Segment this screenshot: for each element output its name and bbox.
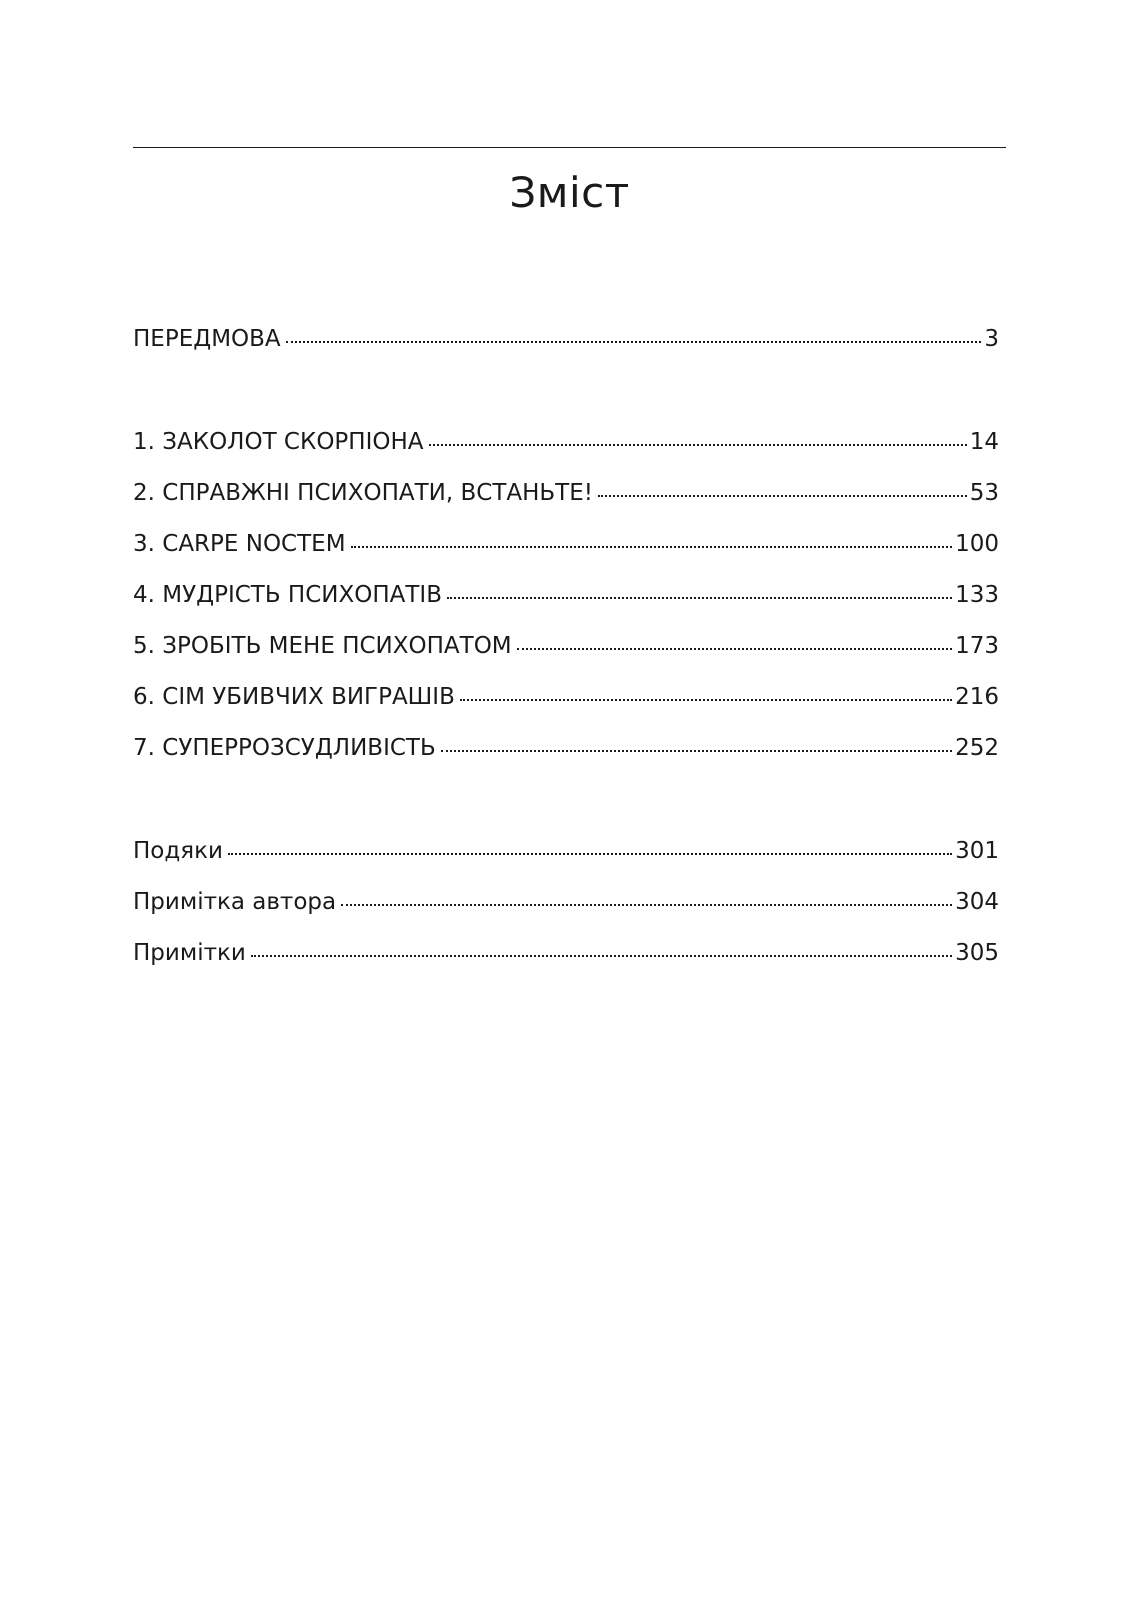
toc-entry-page: 133 [955,582,999,608]
toc-entry-chapter-3[interactable] [133,527,999,561]
toc-entry-acknowledgements[interactable] [133,834,999,868]
page-title: Зміст [509,168,630,217]
dot-leader [517,648,952,650]
toc-entry-chapter-4[interactable] [133,578,999,612]
dot-leader [286,341,982,343]
toc-entry-chapter-1[interactable] [133,425,999,459]
dot-leader [351,546,953,548]
dot-leader [598,495,967,497]
dot-leader [429,444,967,446]
toc-entry-label: 2. СПРАВЖНІ ПСИХОПАТИ, ВСТАНЬТЕ! [133,480,593,506]
toc-entry-page: 53 [969,480,999,506]
dot-leader [251,955,952,957]
toc-entry-label: Примітка автора [133,889,337,915]
toc-entry-label: 7. СУПЕРРОЗСУДЛИВІСТЬ [133,735,436,761]
toc-entry-author-note[interactable] [133,885,999,919]
toc-entry-page: 173 [955,633,999,659]
dot-leader [228,853,952,855]
toc-entry-page: 100 [955,531,999,557]
toc-entry-page: 305 [955,940,999,966]
toc-entry-page: 216 [955,684,999,710]
toc-entry-label: 3. CARPE NOCTEM [133,531,346,557]
table-of-contents [133,0,999,1615]
toc-entry-label: ПЕРЕДМОВА [133,326,281,352]
toc-entry-chapter-7[interactable] [133,731,999,765]
toc-entry-label: Подяки [133,838,223,864]
toc-entry-label: 5. ЗРОБІТЬ МЕНЕ ПСИХОПАТОМ [133,633,512,659]
toc-entry-page: 304 [955,889,999,915]
toc-entry-chapter-2[interactable] [133,476,999,510]
dot-leader [341,904,952,906]
dot-leader [447,597,952,599]
toc-entry-label: 4. МУДРІСТЬ ПСИХОПАТІВ [133,582,442,608]
toc-entry-preface[interactable] [133,322,999,356]
toc-entry-page: 3 [984,326,999,352]
toc-entry-page: 252 [955,735,999,761]
toc-entry-notes[interactable] [133,936,999,970]
dot-leader [441,750,952,752]
toc-entry-page: 14 [969,429,999,455]
toc-entry-chapter-6[interactable] [133,680,999,714]
dot-leader [460,699,952,701]
toc-entry-chapter-5[interactable] [133,629,999,663]
toc-entry-label: Примітки [133,940,246,966]
toc-entry-label: 1. ЗАКОЛОТ СКОРПІОНА [133,429,424,455]
toc-entry-label: 6. СІМ УБИВЧИХ ВИГРАШІВ [133,684,455,710]
toc-entry-page: 301 [955,838,999,864]
